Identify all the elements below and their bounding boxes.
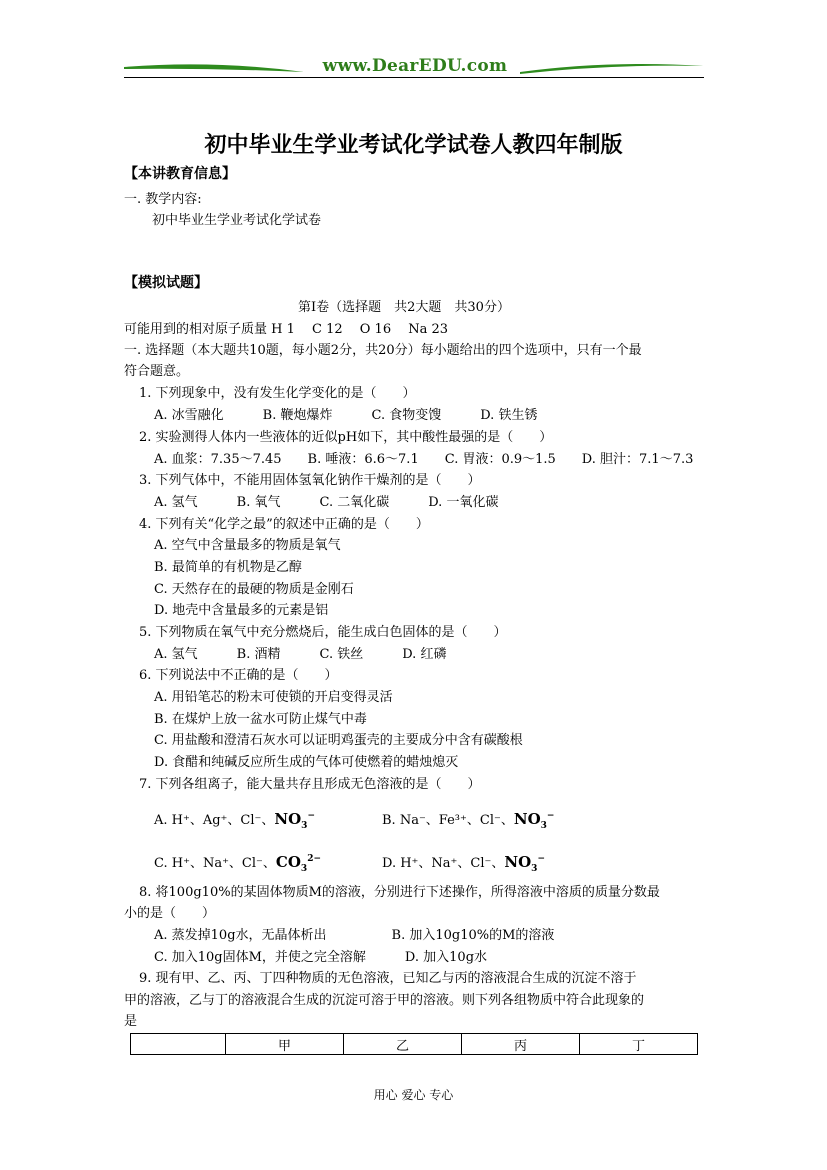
mock-section-heading: 【模拟试题】 [124, 275, 208, 291]
q7-option-b [382, 808, 554, 834]
q8-stem-line2: 小的是（ ） [124, 906, 216, 921]
q4-option-b: B. 最简单的有机物是乙醇 [154, 560, 302, 575]
q6-option-b: B. 在煤炉上放一盆水可防止煤气中毒 [154, 712, 367, 727]
part1-instructions-line2: 符合题意。 [124, 364, 190, 379]
table-header-cell: 丙 [462, 1034, 580, 1055]
nitrate-ion-formula: $NO_3^-$ [513, 810, 555, 831]
document-title: 初中毕业生学业考试化学试卷人教四年制版 [204, 133, 623, 158]
header-swoosh-left [124, 58, 304, 78]
carbonate-ion-formula: $CO_3^{2-}$ [275, 853, 321, 874]
q3-stem: 3. 下列气体中，不能用固体氢氧化钠作干燥剂的是（ ） [139, 473, 481, 488]
page-footer: 用心 爱心 专心 [373, 1088, 454, 1102]
q6-stem: 6. 下列说法中不正确的是（ ） [139, 668, 338, 683]
q7-option-c [154, 851, 321, 877]
q7-option-d [382, 851, 545, 877]
site-logo: www.DearEDU.com [322, 56, 508, 76]
info-section-heading: 【本讲教育信息】 [124, 166, 236, 182]
nitrate-ion-formula: $NO_3^-$ [504, 853, 545, 874]
q7-option-a [154, 808, 315, 834]
table-header-cell: 丁 [580, 1034, 698, 1055]
q7-stem: 7. 下列各组离子，能大量共存且形成无色溶液的是（ ） [139, 777, 481, 792]
q7-option-a-text: A. H⁺、Ag⁺、Cl⁻、 [154, 813, 275, 828]
q9-stem-line3: 是 [124, 1014, 138, 1029]
q4-option-c: C. 天然存在的最硬的物质是金刚石 [154, 582, 354, 597]
q7-option-b-text: B. Na⁻、Fe³⁺、Cl⁻、 [382, 813, 514, 828]
table-row [131, 1034, 698, 1055]
nitrate-ion-formula: $NO_3^-$ [274, 810, 315, 831]
content-label: 一. 教学内容: [124, 192, 202, 207]
table-header-cell [131, 1034, 226, 1055]
q4-option-d: D. 地壳中含量最多的元素是铝 [154, 603, 329, 618]
q3-options: A. 氢气 B. 氧气 C. 二氧化碳 D. 一氧化碳 [154, 495, 499, 510]
q6-option-c: C. 用盐酸和澄清石灰水可以证明鸡蛋壳的主要成分中含有碳酸根 [154, 733, 523, 748]
q2-stem: 2. 实验测得人体内一些液体的近似pH如下，其中酸性最强的是（ ） [139, 430, 553, 445]
q9-table [130, 1033, 698, 1055]
q8-options-cd: C. 加入10g固体M，并使之完全溶解 D. 加入10g水 [154, 950, 488, 965]
q7-option-c-text: C. H⁺、Na⁺、Cl⁻、 [154, 856, 276, 871]
q5-options: A. 氢气 B. 酒精 C. 铁丝 D. 红磷 [154, 647, 447, 662]
q9-stem-line1: 9. 现有甲、乙、丙、丁四种物质的无色溶液，已知乙与丙的溶液混合生成的沉淀不溶于 [139, 971, 637, 986]
q7-option-d-text: D. H⁺、Na⁺、Cl⁻、 [382, 856, 505, 871]
q4-option-a: A. 空气中含量最多的物质是氧气 [154, 538, 341, 553]
volume-heading: 第Ⅰ卷（选择题 共2大题 共30分） [298, 300, 510, 315]
atomic-mass-line: 可能用到的相对原子质量 H 1 C 12 O 16 Na 23 [124, 322, 449, 337]
header-rule [124, 77, 704, 78]
q4-stem: 4. 下列有关“化学之最”的叙述中正确的是（ ） [139, 517, 429, 532]
q6-option-a: A. 用铅笔芯的粉末可使锁的开启变得灵活 [154, 690, 393, 705]
content-value: 初中毕业生学业考试化学试卷 [152, 213, 322, 228]
q9-stem-line2: 甲的溶液，乙与丁的溶液混合生成的沉淀可溶于甲的溶液。则下列各组物质中符合此现象的 [124, 993, 645, 1008]
q1-stem: 1. 下列现象中，没有发生化学变化的是（ ） [139, 386, 416, 401]
part1-instructions-line1: 一. 选择题（本大题共10题，每小题2分，共20分）每小题给出的四个选项中，只有一个最 [124, 343, 642, 358]
q5-stem: 5. 下列物质在氧气中充分燃烧后，能生成白色固体的是（ ） [139, 625, 507, 640]
table-header-cell: 甲 [226, 1034, 344, 1055]
header-swoosh-right [520, 58, 704, 78]
q2-options: A. 血浆：7.35～7.45 B. 唾液：6.6～7.1 C. 胃液：0.9～1.5 D. 胆汁：7.1～7.3 [154, 452, 694, 467]
q6-option-d: D. 食醋和纯碱反应所生成的气体可使燃着的蜡烛熄灭 [154, 755, 459, 770]
table-header-cell: 乙 [344, 1034, 462, 1055]
q8-stem-line1: 8. 将100g10%的某固体物质M的溶液，分别进行下述操作，所得溶液中溶质的质量分数最 [139, 885, 660, 900]
q8-options-ab: A. 蒸发掉10g水，无晶体析出 B. 加入10g10%的M的溶液 [154, 928, 555, 943]
q1-options: A. 冰雪融化 B. 鞭炮爆炸 C. 食物变馊 D. 铁生锈 [154, 408, 538, 423]
